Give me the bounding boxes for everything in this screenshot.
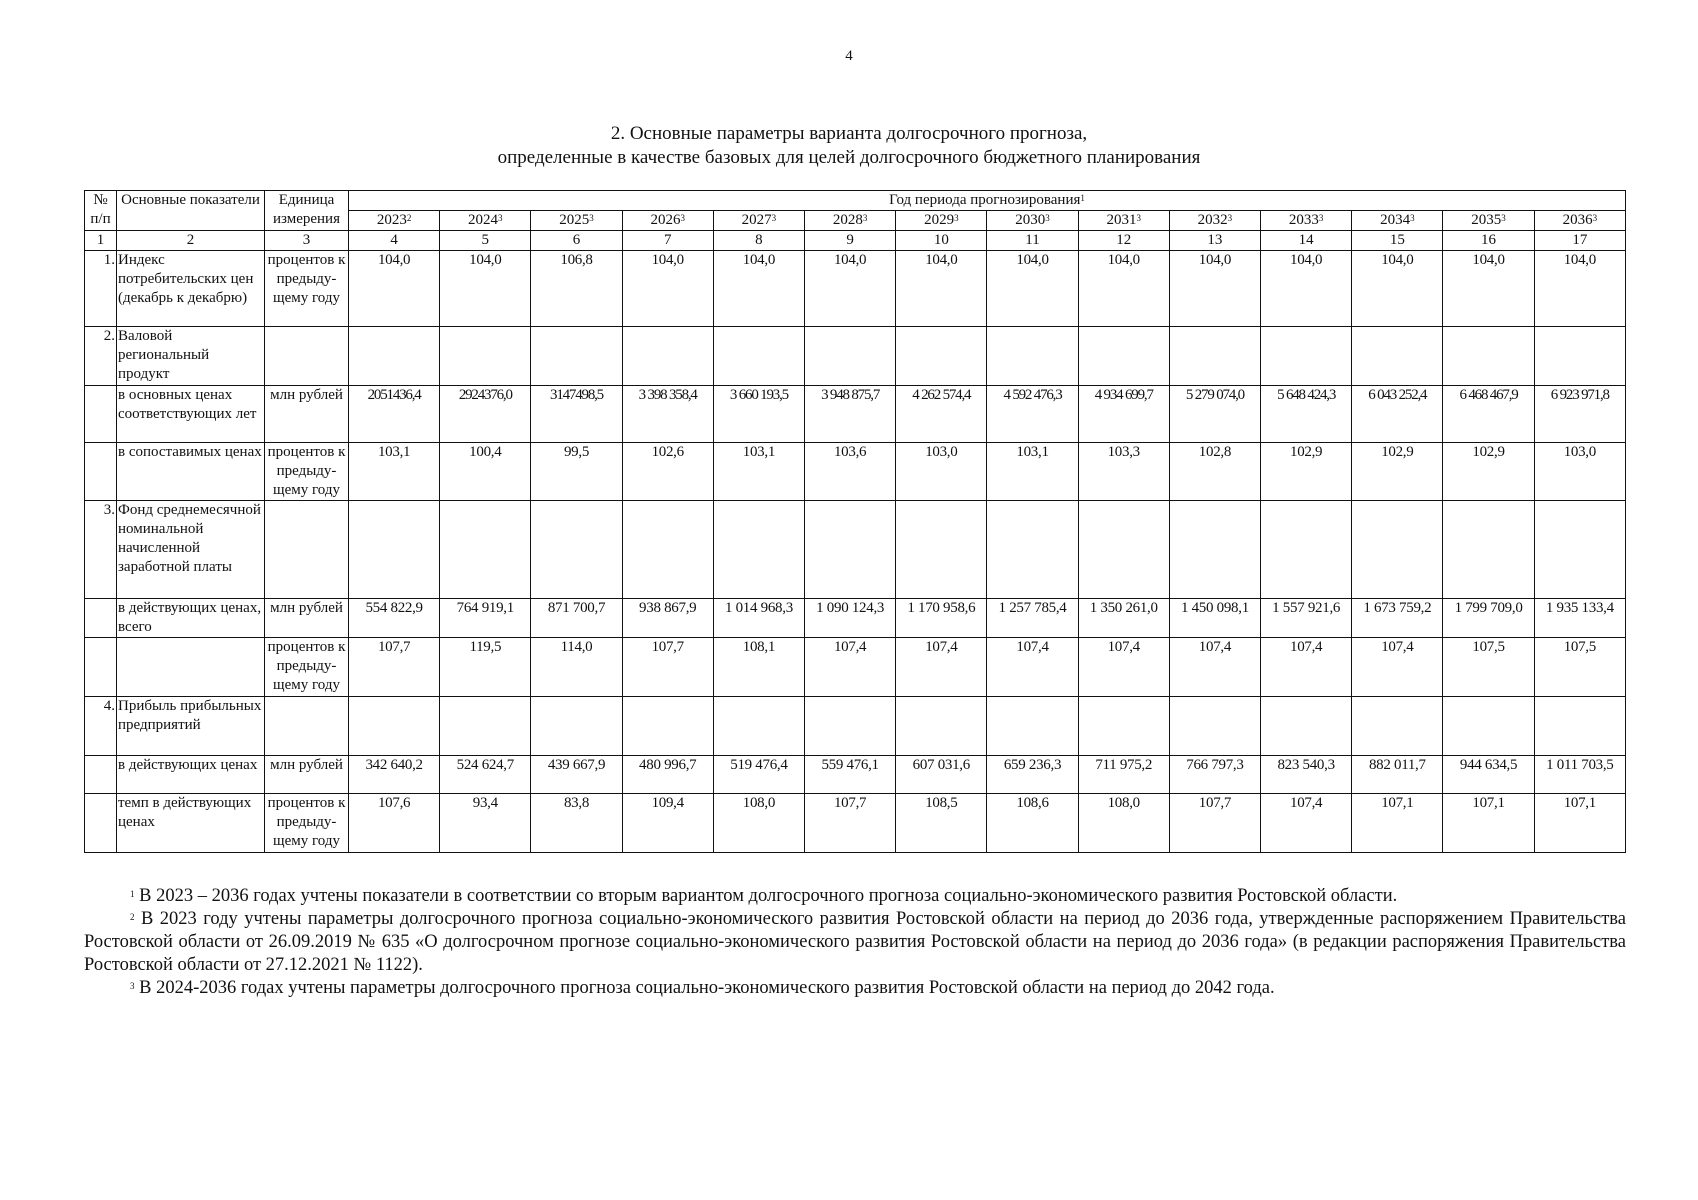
unit-of-measure: процентов к предыду-щему году xyxy=(265,443,349,501)
value-cell xyxy=(1078,327,1169,386)
value-cell xyxy=(1169,697,1260,756)
header-year: 2025$^3$ xyxy=(531,211,622,231)
value-cell: 107,4 xyxy=(1078,638,1169,697)
unit-of-measure: млн рублей xyxy=(265,599,349,638)
value-cell xyxy=(896,327,987,386)
value-cell: 607 031,6 xyxy=(896,756,987,794)
value-cell: 4 934 699,7 xyxy=(1078,386,1169,443)
header-year: 2031$^3$ xyxy=(1078,211,1169,231)
value-cell xyxy=(1352,501,1443,599)
value-cell: 108,5 xyxy=(896,794,987,853)
value-cell: 104,0 xyxy=(1534,251,1625,327)
value-cell xyxy=(440,697,531,756)
column-number: 13 xyxy=(1169,231,1260,251)
header-year: 2023$^2$ xyxy=(349,211,440,231)
header-year: 2034$^3$ xyxy=(1352,211,1443,231)
column-number: 2 xyxy=(117,231,265,251)
footnote-mark: 2 xyxy=(406,213,412,223)
value-cell: 108,1 xyxy=(713,638,804,697)
value-cell: 1 170 958,6 xyxy=(896,599,987,638)
value-cell: 104,0 xyxy=(1352,251,1443,327)
column-number: 16 xyxy=(1443,231,1534,251)
value-cell: 559 476,1 xyxy=(805,756,896,794)
value-cell: 104,0 xyxy=(1261,251,1352,327)
header-year: 2029$^3$ xyxy=(896,211,987,231)
page-number: 4 xyxy=(845,48,853,64)
value-cell: 103,1 xyxy=(349,443,440,501)
value-cell xyxy=(1443,327,1534,386)
value-cell: 99,5 xyxy=(531,443,622,501)
value-cell: 1 014 968,3 xyxy=(713,599,804,638)
indicator-name: в действующих ценах xyxy=(117,756,265,794)
value-cell: 107,7 xyxy=(1169,794,1260,853)
footnote-mark: 3 xyxy=(1136,213,1141,223)
value-cell: 93,4 xyxy=(440,794,531,853)
value-cell: 107,5 xyxy=(1443,638,1534,697)
value-cell: 823 540,3 xyxy=(1261,756,1352,794)
value-cell: 3 398 358,4 xyxy=(622,386,713,443)
value-cell xyxy=(622,697,713,756)
value-cell: 108,6 xyxy=(987,794,1078,853)
value-cell: 107,4 xyxy=(805,638,896,697)
footnote-mark: 3 xyxy=(1592,213,1598,223)
value-cell: 107,4 xyxy=(1261,794,1352,853)
value-cell: 103,1 xyxy=(713,443,804,501)
value-cell xyxy=(1261,501,1352,599)
column-number: 7 xyxy=(622,231,713,251)
value-cell xyxy=(440,327,531,386)
value-cell: 4 592 476,3 xyxy=(987,386,1078,443)
value-cell xyxy=(987,327,1078,386)
value-cell xyxy=(1078,501,1169,599)
value-cell: 104,0 xyxy=(1443,251,1534,327)
footnote: $^3$ В 2024-2036 годах учтены параметры долгосрочного прогноза социально-экономического развития Ростовской области на период до 2042 года. xyxy=(130,978,1275,998)
value-cell xyxy=(440,501,531,599)
header-year: 2026$^3$ xyxy=(622,211,713,231)
column-number: 11 xyxy=(987,231,1078,251)
value-cell: 104,0 xyxy=(896,251,987,327)
value-cell: 104,0 xyxy=(987,251,1078,327)
column-number: 14 xyxy=(1261,231,1352,251)
value-cell: 102,6 xyxy=(622,443,713,501)
value-cell xyxy=(713,327,804,386)
footnote-mark: 3 xyxy=(1045,213,1050,223)
value-cell xyxy=(349,327,440,386)
header-year: 2033$^3$ xyxy=(1261,211,1352,231)
value-cell xyxy=(1443,697,1534,756)
value-cell xyxy=(805,327,896,386)
table-row xyxy=(85,443,1626,501)
value-cell xyxy=(1078,697,1169,756)
column-number: 15 xyxy=(1352,231,1443,251)
value-cell: 711 975,2 xyxy=(1078,756,1169,794)
footnote: $^2$ В 2023 году учтены параметры долгосрочного прогноза социально-экономического развития Ростовской области на период до 2036 года, утвержденные распоряжением Правительства Ростовской области от 26.09.2019 № 635 «О долгосрочном прогнозе социально-экономического развития Ростовской области на период до 2036 года» (в редакции распоряжения Правительства Ростовской области от 27.12.2021 № 1122). xyxy=(84,909,1626,975)
footnote-mark: 3 xyxy=(1318,213,1324,223)
value-cell: 108,0 xyxy=(1078,794,1169,853)
value-cell: 107,5 xyxy=(1534,638,1625,697)
row-number xyxy=(85,599,117,638)
value-cell: 6 923 971,8 xyxy=(1534,386,1625,443)
column-number: 6 xyxy=(531,231,622,251)
value-cell xyxy=(1169,327,1260,386)
value-cell xyxy=(349,501,440,599)
value-cell xyxy=(531,327,622,386)
footnote-mark: 3 xyxy=(1410,213,1415,223)
value-cell: 107,4 xyxy=(1169,638,1260,697)
indicator-name xyxy=(117,638,265,697)
value-cell: 944 634,5 xyxy=(1443,756,1534,794)
row-number: 3. xyxy=(85,501,117,599)
table-title xyxy=(0,122,1698,170)
value-cell: 3 660 193,5 xyxy=(713,386,804,443)
value-cell: 6 468 467,9 xyxy=(1443,386,1534,443)
column-number: 9 xyxy=(805,231,896,251)
row-number xyxy=(85,756,117,794)
value-cell: 103,3 xyxy=(1078,443,1169,501)
header-year: 2027$^3$ xyxy=(713,211,804,231)
unit-of-measure: процентов к предыду-щему году xyxy=(265,638,349,697)
value-cell: 342 640,2 xyxy=(349,756,440,794)
value-cell: 1 350 261,0 xyxy=(1078,599,1169,638)
value-cell: 102,8 xyxy=(1169,443,1260,501)
value-cell: 109,4 xyxy=(622,794,713,853)
table-row xyxy=(85,697,1626,756)
row-number xyxy=(85,386,117,443)
value-cell xyxy=(1534,501,1625,599)
footnote-mark: 3 xyxy=(862,213,868,223)
value-cell: 100,4 xyxy=(440,443,531,501)
unit-of-measure: процентов к предыду-щему году xyxy=(265,794,349,853)
unit-of-measure: млн рублей xyxy=(265,756,349,794)
indicator-name: в сопоставимых ценах xyxy=(117,443,265,501)
header-year: 2036$^3$ xyxy=(1534,211,1625,231)
value-cell: 103,1 xyxy=(987,443,1078,501)
table-row xyxy=(85,756,1626,794)
value-cell: 1 799 709,0 xyxy=(1443,599,1534,638)
footnote-mark: 3 xyxy=(771,213,777,223)
value-cell xyxy=(896,501,987,599)
value-cell: 102,9 xyxy=(1352,443,1443,501)
value-cell: 480 996,7 xyxy=(622,756,713,794)
footnotes xyxy=(84,885,1626,1000)
column-number: 17 xyxy=(1534,231,1625,251)
value-cell: 524 624,7 xyxy=(440,756,531,794)
column-number: 3 xyxy=(265,231,349,251)
value-cell xyxy=(805,697,896,756)
table-row xyxy=(85,501,1626,599)
header-year: 2024$^3$ xyxy=(440,211,531,231)
value-cell: 1 673 759,2 xyxy=(1352,599,1443,638)
value-cell: 4 262 574,4 xyxy=(896,386,987,443)
value-cell xyxy=(1352,697,1443,756)
footnote-mark: 3 xyxy=(1227,213,1233,223)
column-number: 10 xyxy=(896,231,987,251)
header-no: № п/п xyxy=(85,191,117,231)
column-number: 4 xyxy=(349,231,440,251)
value-cell: 103,0 xyxy=(1534,443,1625,501)
table-row xyxy=(85,327,1626,386)
value-cell: 119,5 xyxy=(440,638,531,697)
value-cell xyxy=(987,697,1078,756)
value-cell: 104,0 xyxy=(1169,251,1260,327)
value-cell xyxy=(1169,501,1260,599)
value-cell: 1 935 133,4 xyxy=(1534,599,1625,638)
value-cell xyxy=(805,501,896,599)
table-title-line-2: определенные в качестве базовых для целей долгосрочного бюджетного планирования xyxy=(497,147,1201,168)
value-cell: 104,0 xyxy=(805,251,896,327)
footnote-mark: 3 xyxy=(130,981,135,991)
value-cell: 107,7 xyxy=(622,638,713,697)
value-cell: 107,7 xyxy=(805,794,896,853)
value-cell: 107,1 xyxy=(1352,794,1443,853)
footnote: $^1$ В 2023 – 2036 годах учтены показатели в соответствии со вторым вариантом долгосрочного прогноза социально-экономического развития Ростовской области. xyxy=(130,886,1398,906)
forecast-table xyxy=(84,190,1626,853)
unit-of-measure xyxy=(265,327,349,386)
value-cell: 103,0 xyxy=(896,443,987,501)
indicator-name: Индекс потребительских цен (декабрь к декабрю) xyxy=(117,251,265,327)
header-row xyxy=(85,191,1626,211)
value-cell: 108,0 xyxy=(713,794,804,853)
value-cell: 519 476,4 xyxy=(713,756,804,794)
indicator-name: Фонд среднемесячной номинальной начисленной заработной платы xyxy=(117,501,265,599)
row-number xyxy=(85,638,117,697)
row-number xyxy=(85,794,117,853)
value-cell: 107,4 xyxy=(1352,638,1443,697)
value-cell: 1 011 703,5 xyxy=(1534,756,1625,794)
value-cell: 104,0 xyxy=(1078,251,1169,327)
value-cell xyxy=(622,501,713,599)
value-cell: 107,4 xyxy=(987,638,1078,697)
value-cell: 938 867,9 xyxy=(622,599,713,638)
value-cell: 2051436,4 xyxy=(349,386,440,443)
value-cell xyxy=(1352,327,1443,386)
table-title-line-1: 2. Основные параметры варианта долгосрочного прогноза, xyxy=(610,123,1088,144)
value-cell: 104,0 xyxy=(349,251,440,327)
value-cell: 1 257 785,4 xyxy=(987,599,1078,638)
value-cell xyxy=(713,697,804,756)
value-cell xyxy=(531,697,622,756)
indicator-name: в основных ценах соответствующих лет xyxy=(117,386,265,443)
unit-of-measure: млн рублей xyxy=(265,386,349,443)
value-cell: 106,8 xyxy=(531,251,622,327)
table-row xyxy=(85,794,1626,853)
indicator-name: в действующих ценах, всего xyxy=(117,599,265,638)
header-unit: Единица измерения xyxy=(265,191,349,231)
table-row xyxy=(85,251,1626,327)
value-cell xyxy=(896,697,987,756)
value-cell: 2924376,0 xyxy=(440,386,531,443)
row-number: 4. xyxy=(85,697,117,756)
column-number: 5 xyxy=(440,231,531,251)
unit-of-measure: процентов к предыду-щему году xyxy=(265,251,349,327)
value-cell: 107,4 xyxy=(896,638,987,697)
value-cell: 104,0 xyxy=(622,251,713,327)
table-row xyxy=(85,599,1626,638)
column-numbers-row xyxy=(85,231,1626,251)
value-cell: 6 043 252,4 xyxy=(1352,386,1443,443)
value-cell xyxy=(713,501,804,599)
value-cell: 114,0 xyxy=(531,638,622,697)
value-cell xyxy=(1261,697,1352,756)
value-cell: 104,0 xyxy=(440,251,531,327)
value-cell: 659 236,3 xyxy=(987,756,1078,794)
value-cell: 107,6 xyxy=(349,794,440,853)
value-cell: 1 450 098,1 xyxy=(1169,599,1260,638)
value-cell xyxy=(622,327,713,386)
value-cell: 102,9 xyxy=(1261,443,1352,501)
footnote-mark: 3 xyxy=(589,213,594,223)
value-cell: 554 822,9 xyxy=(349,599,440,638)
value-cell: 107,1 xyxy=(1443,794,1534,853)
header-indicator: Основные показатели xyxy=(117,191,265,231)
value-cell: 871 700,7 xyxy=(531,599,622,638)
value-cell xyxy=(531,501,622,599)
value-cell: 766 797,3 xyxy=(1169,756,1260,794)
footnote-mark: 3 xyxy=(498,213,503,223)
unit-of-measure xyxy=(265,501,349,599)
value-cell: 103,6 xyxy=(805,443,896,501)
value-cell xyxy=(1261,327,1352,386)
value-cell: 5 648 424,3 xyxy=(1261,386,1352,443)
footnote-mark: 2 xyxy=(130,912,135,922)
table-row xyxy=(85,638,1626,697)
value-cell: 3 948 875,7 xyxy=(805,386,896,443)
value-cell: 107,1 xyxy=(1534,794,1625,853)
indicator-name: Прибыль прибыльных предприятий xyxy=(117,697,265,756)
indicator-name: Валовой региональный продукт xyxy=(117,327,265,386)
value-cell: 764 919,1 xyxy=(440,599,531,638)
footnote-mark: 3 xyxy=(680,213,685,223)
value-cell xyxy=(349,697,440,756)
value-cell: 104,0 xyxy=(713,251,804,327)
value-cell: 882 011,7 xyxy=(1352,756,1443,794)
column-number: 8 xyxy=(713,231,804,251)
header-period: Год периода прогнозирования$^1$ xyxy=(349,191,1626,211)
value-cell xyxy=(1534,327,1625,386)
column-number: 1 xyxy=(85,231,117,251)
row-number: 1. xyxy=(85,251,117,327)
footnote-mark: 1 xyxy=(1080,193,1085,203)
value-cell: 107,4 xyxy=(1261,638,1352,697)
value-cell: 1 090 124,3 xyxy=(805,599,896,638)
row-number: 2. xyxy=(85,327,117,386)
value-cell xyxy=(1443,501,1534,599)
indicator-name: темп в действующих ценах xyxy=(117,794,265,853)
value-cell: 5 279 074,0 xyxy=(1169,386,1260,443)
value-cell: 3147498,5 xyxy=(531,386,622,443)
value-cell: 83,8 xyxy=(531,794,622,853)
value-cell: 1 557 921,6 xyxy=(1261,599,1352,638)
column-number: 12 xyxy=(1078,231,1169,251)
header-year: 2030$^3$ xyxy=(987,211,1078,231)
header-year: 2032$^3$ xyxy=(1169,211,1260,231)
value-cell: 107,7 xyxy=(349,638,440,697)
footnote-mark: 1 xyxy=(130,889,135,899)
value-cell: 102,9 xyxy=(1443,443,1534,501)
value-cell xyxy=(987,501,1078,599)
table-row xyxy=(85,386,1626,443)
header-year: 2028$^3$ xyxy=(805,211,896,231)
value-cell: 439 667,9 xyxy=(531,756,622,794)
footnote-mark: 3 xyxy=(954,213,959,223)
value-cell xyxy=(1534,697,1625,756)
footnote-mark: 3 xyxy=(1501,213,1506,223)
row-number xyxy=(85,443,117,501)
header-year: 2035$^3$ xyxy=(1443,211,1534,231)
unit-of-measure xyxy=(265,697,349,756)
